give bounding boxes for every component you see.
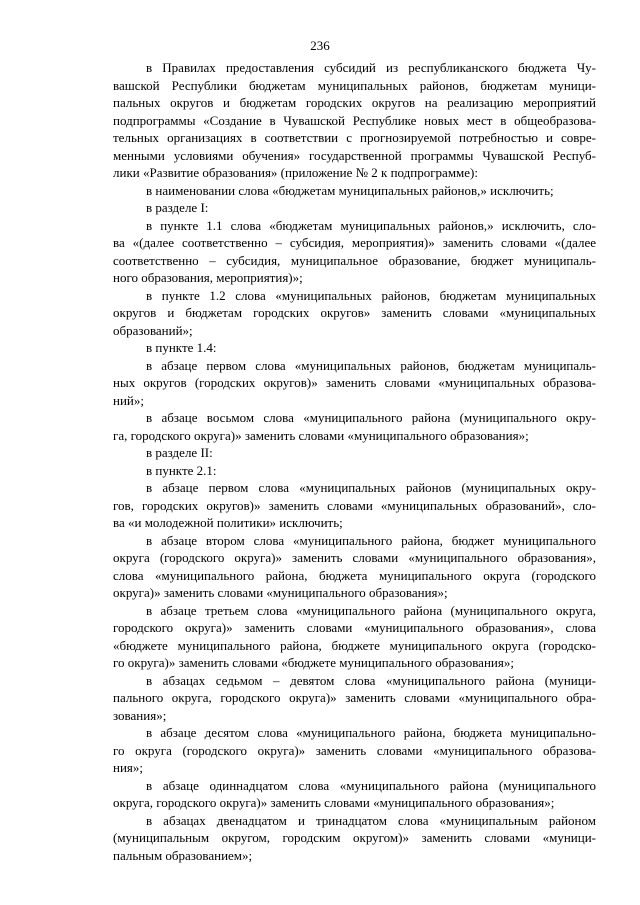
text-line: гов, городских округов)» заменить словами «муниципальных образований», сло- xyxy=(113,497,596,513)
text-line: в абзаце втором слова «муниципального района, бюджет муниципального xyxy=(146,532,596,548)
text-line: в абзацах двенадцатом и тринадцатом слова «муниципальным районом xyxy=(146,812,596,828)
text-line: ний»; xyxy=(113,392,144,408)
text-line: пальных округов и бюджетам городских округов на реализацию мероприятий xyxy=(113,95,596,110)
text-line: ва «и молодежной политики» исключить; xyxy=(113,515,343,530)
text-line: в наименовании слова «бюджетам муниципальных районов,» исключить; xyxy=(146,182,554,198)
text-line: в пункте 1.2 слова «муниципальных районов, бюджетам муниципальных xyxy=(146,287,596,303)
text-line: вашской Республики бюджетам муниципальных районов, бюджетам муници- xyxy=(113,77,596,93)
text-line: в пункте 1.4: xyxy=(146,340,217,355)
text-line: округа)» заменить словами «муниципального образования»; xyxy=(113,585,448,600)
text-line: (муниципальным округом, городским округом)» заменить словами «муници- xyxy=(113,830,596,845)
text-line: лики «Развитие образования» (приложение № 2 к подпрограмме): xyxy=(113,165,478,180)
text-line: городского округа)» заменить словами «муниципального образования», слова xyxy=(113,620,596,635)
page-number: 236 xyxy=(310,38,330,53)
text-line: го округа (городского округа)» заменить словами «муниципального образова- xyxy=(113,742,596,758)
text-line: в абзаце первом слова «муниципальных районов, бюджетам муниципаль- xyxy=(146,357,596,373)
text-line: округов и бюджетам городских округов» заменить словами «муниципальных xyxy=(113,305,596,320)
text-line: менными условиями обучения» государственной программы Чувашской Респуб- xyxy=(113,147,596,163)
text-line: га, городского округа)» заменить словами «муниципального образования»; xyxy=(113,427,529,443)
text-line: округа, городского округа)» заменить словами «муниципального образования»; xyxy=(113,795,555,810)
document-body xyxy=(113,59,596,864)
text-line: ния»; xyxy=(113,760,144,775)
text-line: в абзаце первом слова «муниципальных районов (муниципальных окру- xyxy=(146,480,596,495)
text-line: «бюджете муниципального района, бюджете муниципального округа (городско- xyxy=(113,637,596,653)
text-line: в абзаце одиннадцатом слова «муниципального района (муниципального xyxy=(146,777,596,793)
text-line: пального округа, городского округа)» заменить словами «муниципального обра- xyxy=(113,690,596,705)
text-line: в абзаце третьем слова «муниципального района (муниципального округа, xyxy=(146,602,596,618)
text-line: в абзаце восьмом слова «муниципального района (муниципального окру- xyxy=(146,410,596,425)
text-line: пальным образованием»; xyxy=(113,847,253,863)
text-line: слова «муниципального района, бюджета муниципального округа (городского xyxy=(113,567,596,583)
text-line: в разделе I: xyxy=(146,200,209,215)
text-line: ных округов (городских округов)» заменить словами «муниципальных образова- xyxy=(113,375,596,390)
text-line: го округа)» заменить словами «бюджете муниципального образования»; xyxy=(113,655,514,670)
text-line: зования»; xyxy=(113,707,167,723)
text-line: в пункте 1.1 слова «бюджетам муниципальных районов,» исключить, сло- xyxy=(146,217,596,233)
text-line: в пункте 2.1: xyxy=(146,462,217,478)
text-line: соответственно – субсидия, муниципальное образование, бюджет муниципаль- xyxy=(113,252,596,268)
text-line: в разделе II: xyxy=(146,445,213,460)
text-line: образований»; xyxy=(113,322,193,338)
text-line: тельных организациях в соответствии с прогнозируемой потребностью и совре- xyxy=(113,130,596,145)
text-line: ного образования, мероприятия)»; xyxy=(113,270,303,285)
text-line: подпрограммы «Создание в Чувашской Республике новых мест в общеобразова- xyxy=(113,112,596,128)
text-line: округа (городского округа)» заменить словами «муниципального образования», xyxy=(113,550,596,565)
text-line: ва «(далее соответственно – субсидия, мероприятия)» заменить словами «(далее xyxy=(113,235,596,250)
text-line: в абзаце десятом слова «муниципального района, бюджета муниципально- xyxy=(146,725,596,740)
text-line: в Правилах предоставления субсидий из республиканского бюджета Чу- xyxy=(146,60,596,75)
text-line: в абзацах седьмом – девятом слова «муниципального района (муници- xyxy=(146,672,596,688)
